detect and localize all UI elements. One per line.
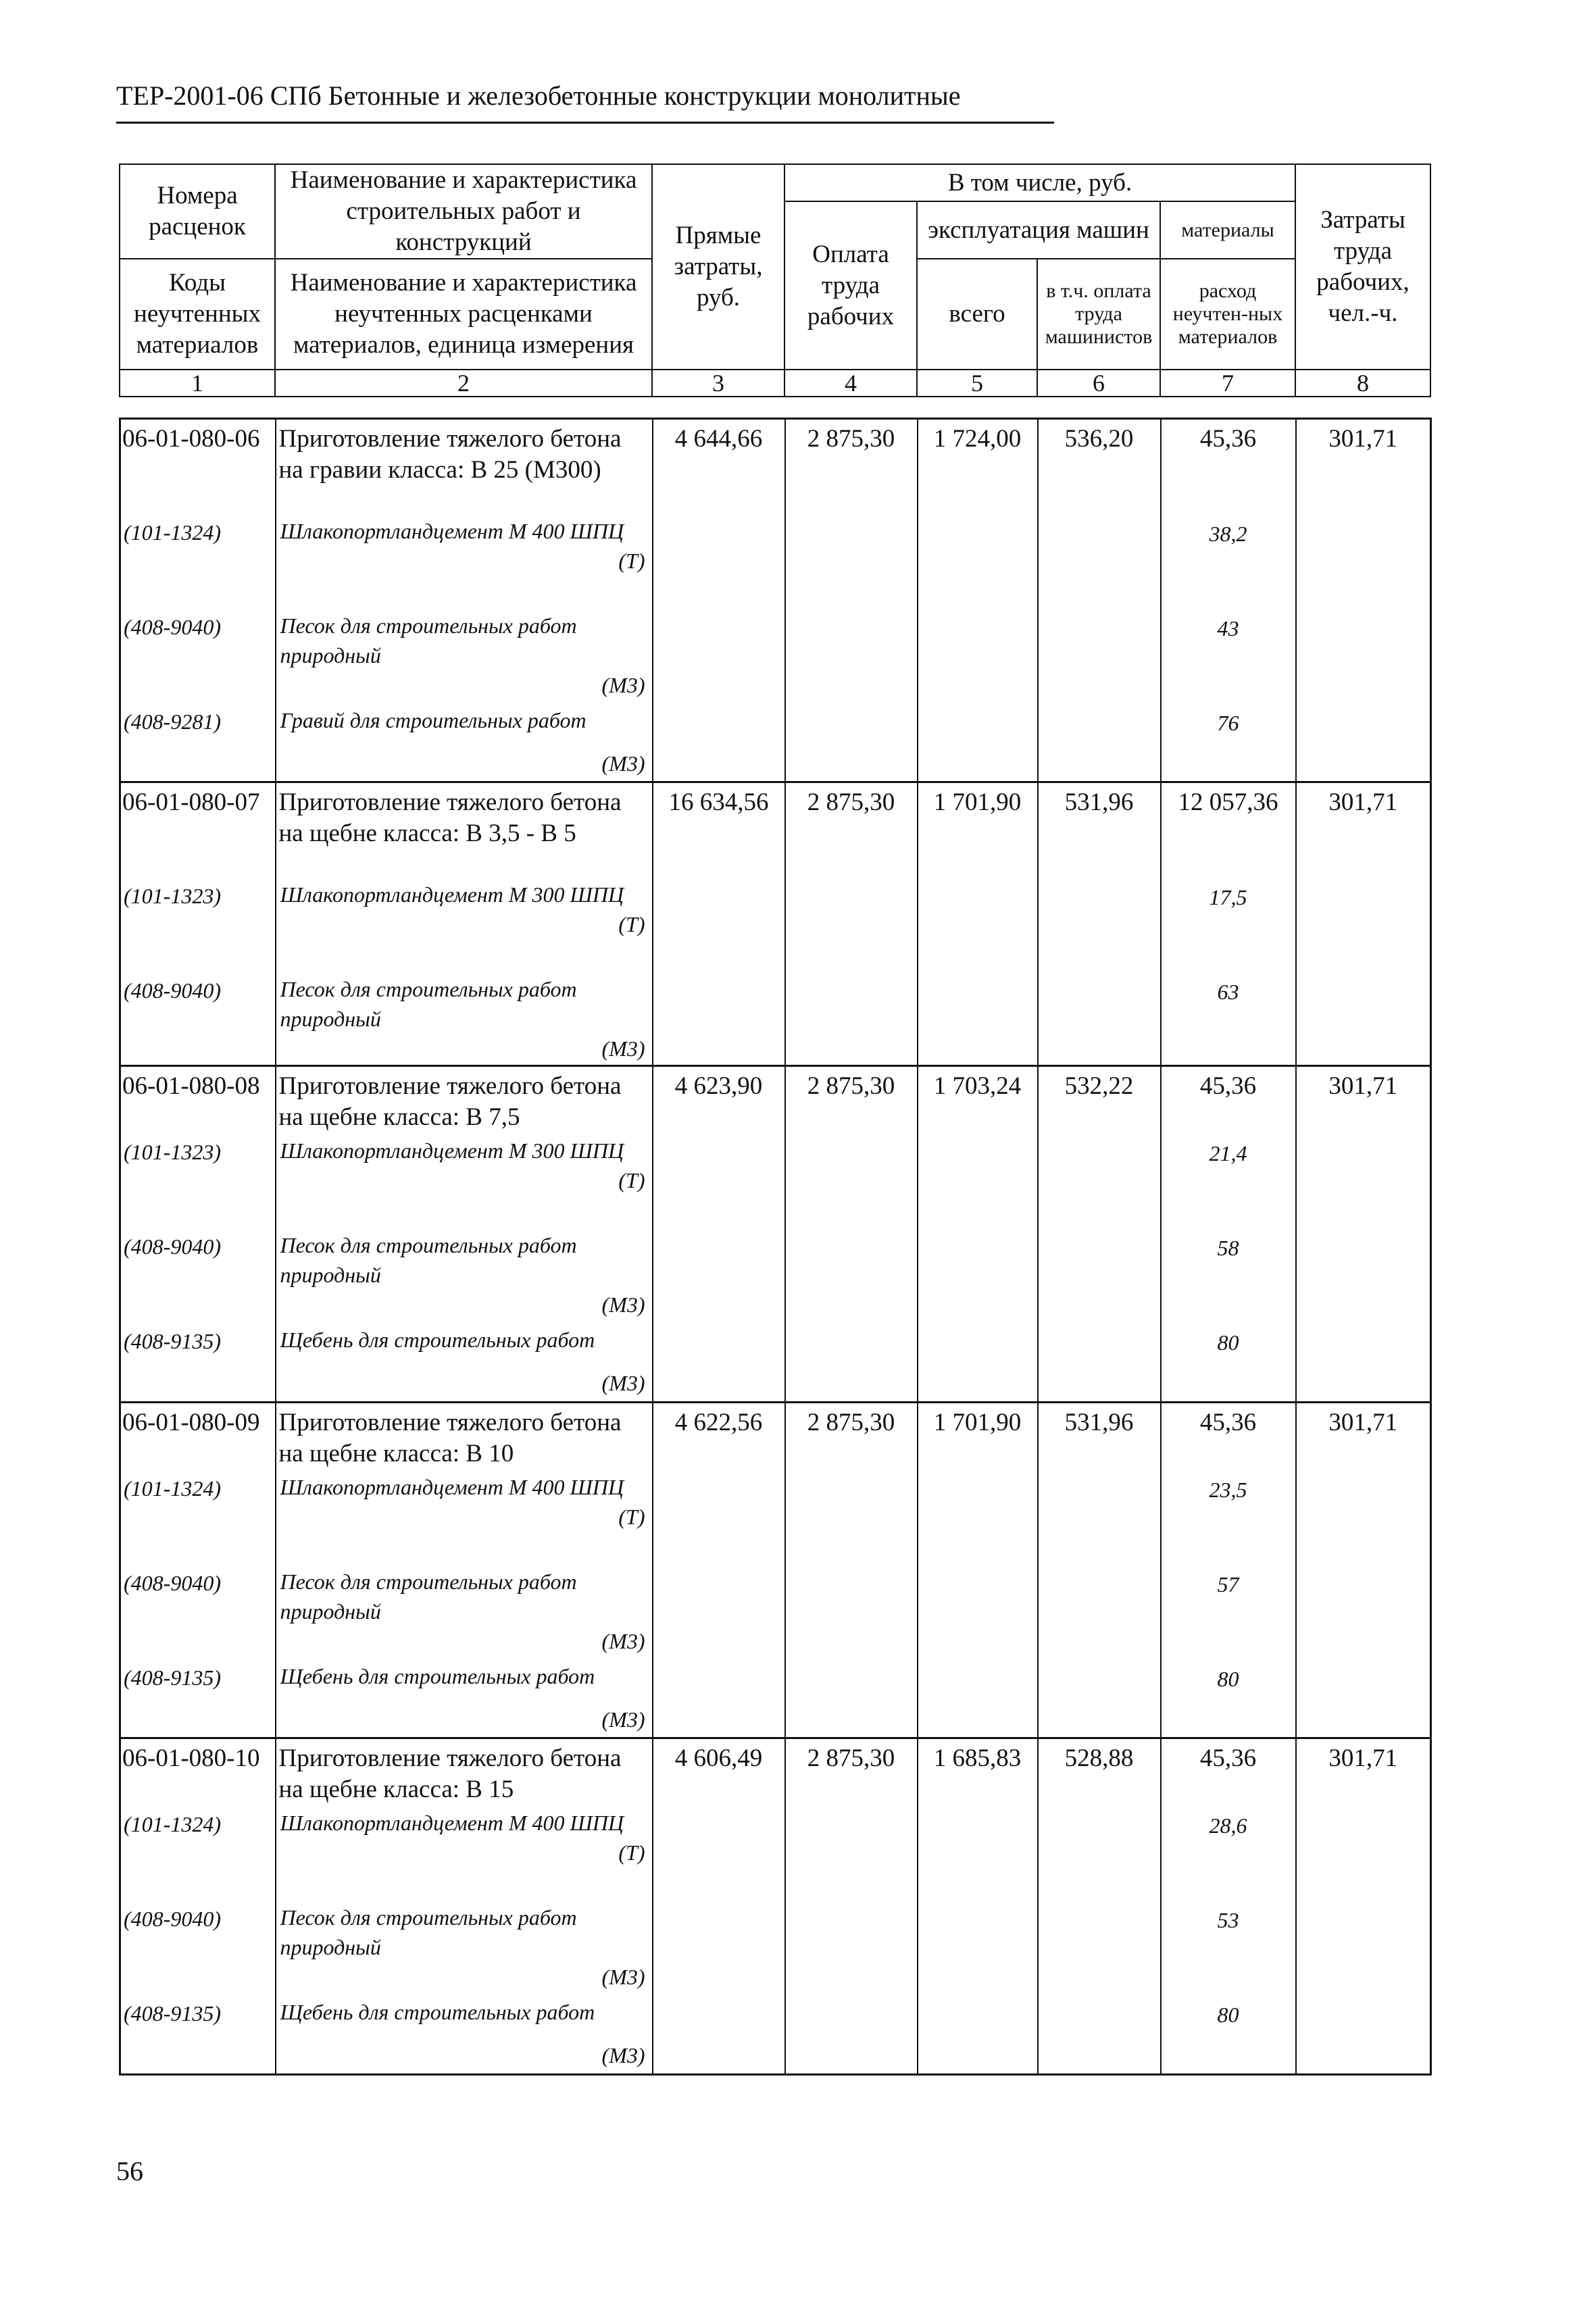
machines-total: 1 724,00 [918,419,1038,513]
material-row [120,1659,1431,1738]
material-name: Шлакопортландцемент М 400 ШПЦ [280,518,624,543]
direct-costs: 4 622,56 [653,1402,785,1469]
header-rate-numbers: Номера расценок [120,164,275,259]
material-code: (408-9040) [120,1228,276,1322]
header-labor-hours: Затраты труда рабочих, чел.-ч. [1295,164,1430,370]
table-row [120,1738,1431,1806]
material-row [120,972,1431,1066]
material-qty: 53 [1161,1900,1296,1994]
material-unit: (М3) [601,1628,645,1653]
machines-total: 1 685,83 [918,1738,1038,1806]
header-materials: материалы [1160,201,1295,259]
rate-code: 06-01-080-10 [120,1738,276,1806]
material-unit: (Т) [618,1504,645,1529]
materials-cost: 45,36 [1161,1738,1296,1806]
material-code: (408-9040) [120,608,276,703]
material-code: (408-9040) [120,1900,276,1994]
rate-code: 06-01-080-09 [120,1402,276,1469]
rate-name: Приготовление тяжелого бетона на гравии класса: В 25 (М300) [276,419,653,513]
header-material-codes: Коды неучтенных материалов [120,259,275,370]
table-row [120,1066,1431,1134]
material-unit: (М3) [601,2043,645,2067]
rate-name: Приготовление тяжелого бетона на щебне класса: В 3,5 - В 5 [276,782,653,877]
labor-hours: 301,71 [1296,1738,1431,1806]
material-row [120,1469,1431,1564]
rate-name: Приготовление тяжелого бетона на щебне класса: В 10 [276,1402,653,1469]
material-code: (101-1324) [120,1469,276,1564]
page-number: 56 [116,2156,143,2186]
title-divider [116,122,1054,124]
material-name: Шлакопортландцемент М 400 ШПЦ [280,1474,624,1499]
machines-total: 1 703,24 [918,1066,1038,1134]
column-number: 2 [275,370,652,397]
materials-cost: 45,36 [1161,419,1296,513]
column-number: 6 [1037,370,1160,397]
material-name: Щебень для строительных работ [280,1328,595,1352]
material-row [120,1994,1431,2074]
worker-pay: 2 875,30 [785,782,918,877]
material-code: (101-1323) [120,1133,276,1228]
machines-total: 1 701,90 [918,1402,1038,1469]
material-name: Щебень для строительных работ [280,2000,595,2024]
direct-costs: 16 634,56 [653,782,785,877]
rate-name: Приготовление тяжелого бетона на щебне класса: В 15 [276,1738,653,1806]
header-unaccounted-materials: расход неучтен-ных материалов [1160,259,1295,370]
machines-total: 1 701,90 [918,782,1038,877]
header-material-names: Наименование и характеристика неучтенных расценками материалов, единица измерения [275,259,652,370]
material-name: Песок для строительных работ природный [280,1233,577,1287]
material-code: (408-9135) [120,1659,276,1738]
labor-hours: 301,71 [1296,1402,1431,1469]
table-row [120,419,1431,513]
material-code: (101-1324) [120,513,276,608]
direct-costs: 4 606,49 [653,1738,785,1806]
material-unit: (Т) [618,1168,645,1192]
material-name: Песок для строительных работ природный [280,1569,577,1624]
worker-pay: 2 875,30 [785,1738,918,1806]
operator-pay: 528,88 [1038,1738,1161,1806]
operator-pay: 531,96 [1038,1402,1161,1469]
rate-name: Приготовление тяжелого бетона на щебне класса: В 7,5 [276,1066,653,1134]
material-name: Песок для строительных работ природный [280,1905,577,1959]
table-row [120,1402,1431,1469]
table-header [119,164,1431,397]
material-qty: 57 [1161,1564,1296,1659]
material-code: (408-9135) [120,1994,276,2074]
operator-pay: 532,22 [1038,1066,1161,1134]
material-qty: 76 [1161,703,1296,782]
worker-pay: 2 875,30 [785,1402,918,1469]
material-row [120,1133,1431,1228]
materials-cost: 12 057,36 [1161,782,1296,877]
materials-cost: 45,36 [1161,1066,1296,1134]
material-unit: (М3) [601,1707,645,1732]
material-unit: (М3) [601,1965,645,1989]
column-number: 5 [917,370,1037,397]
operator-pay: 531,96 [1038,782,1161,877]
column-number: 8 [1295,370,1430,397]
material-row [120,703,1431,782]
labor-hours: 301,71 [1296,419,1431,513]
labor-hours: 301,71 [1296,782,1431,877]
material-unit: (Т) [618,1840,645,1865]
header-direct-costs: Прямые затраты, руб. [652,164,784,370]
column-number: 3 [652,370,784,397]
column-number: 1 [120,370,275,397]
material-qty: 43 [1161,608,1296,703]
material-qty: 58 [1161,1228,1296,1322]
material-code: (408-9281) [120,703,276,782]
material-qty: 80 [1161,1994,1296,2074]
rate-code: 06-01-080-07 [120,782,276,877]
material-code: (408-9040) [120,972,276,1066]
material-unit: (М3) [601,751,645,776]
direct-costs: 4 623,90 [653,1066,785,1134]
material-name: Шлакопортландцемент М 300 ШПЦ [280,882,624,907]
material-unit: (М3) [601,1292,645,1317]
header-operator-pay: в т.ч. оплата труда машинистов [1037,259,1160,370]
column-number: 7 [1160,370,1295,397]
operator-pay: 536,20 [1038,419,1161,513]
column-number: 4 [784,370,917,397]
material-row [120,1564,1431,1659]
material-unit: (М3) [601,1036,645,1061]
material-qty: 23,5 [1161,1469,1296,1564]
header-machines-total: всего [917,259,1037,370]
material-row [120,1228,1431,1322]
material-name: Шлакопортландцемент М 300 ШПЦ [280,1138,624,1163]
header-machines: эксплуатация машин [917,201,1160,259]
material-code: (101-1323) [120,877,276,972]
material-name: Гравий для строительных работ [280,707,587,732]
material-unit: (Т) [618,548,645,573]
header-work-name: Наименование и характеристика строительных работ и конструкций [275,164,652,259]
material-row [120,513,1431,608]
material-unit: (М3) [601,1371,645,1395]
material-unit: (М3) [601,672,645,697]
rate-code: 06-01-080-08 [120,1066,276,1134]
material-qty: 28,6 [1161,1805,1296,1900]
material-name: Шлакопортландцемент М 400 ШПЦ [280,1811,624,1835]
material-code: (408-9135) [120,1322,276,1402]
worker-pay: 2 875,30 [785,1066,918,1134]
material-qty: 63 [1161,972,1296,1066]
material-row [120,1900,1431,1994]
material-row [120,1322,1431,1402]
material-row [120,877,1431,972]
header-worker-pay: Оплата труда рабочих [784,201,917,370]
rate-code: 06-01-080-06 [120,419,276,513]
rates-table [119,418,1432,2076]
material-row [120,608,1431,703]
material-row [120,1805,1431,1900]
material-qty: 38,2 [1161,513,1296,608]
page-title: ТЕР-2001-06 СПб Бетонные и железобетонные конструкции монолитные [116,80,961,111]
worker-pay: 2 875,30 [785,419,918,513]
labor-hours: 301,71 [1296,1066,1431,1134]
material-code: (408-9040) [120,1564,276,1659]
material-name: Щебень для строительных работ [280,1663,595,1688]
material-qty: 21,4 [1161,1133,1296,1228]
material-qty: 17,5 [1161,877,1296,972]
material-qty: 80 [1161,1659,1296,1738]
table-row [120,782,1431,877]
material-name: Песок для строительных работ природный [280,976,577,1031]
direct-costs: 4 644,66 [653,419,785,513]
materials-cost: 45,36 [1161,1402,1296,1469]
material-unit: (Т) [618,911,645,936]
material-qty: 80 [1161,1322,1296,1402]
material-name: Песок для строительных работ природный [280,613,577,668]
material-code: (101-1324) [120,1805,276,1900]
header-including: В том числе, руб. [784,164,1295,201]
